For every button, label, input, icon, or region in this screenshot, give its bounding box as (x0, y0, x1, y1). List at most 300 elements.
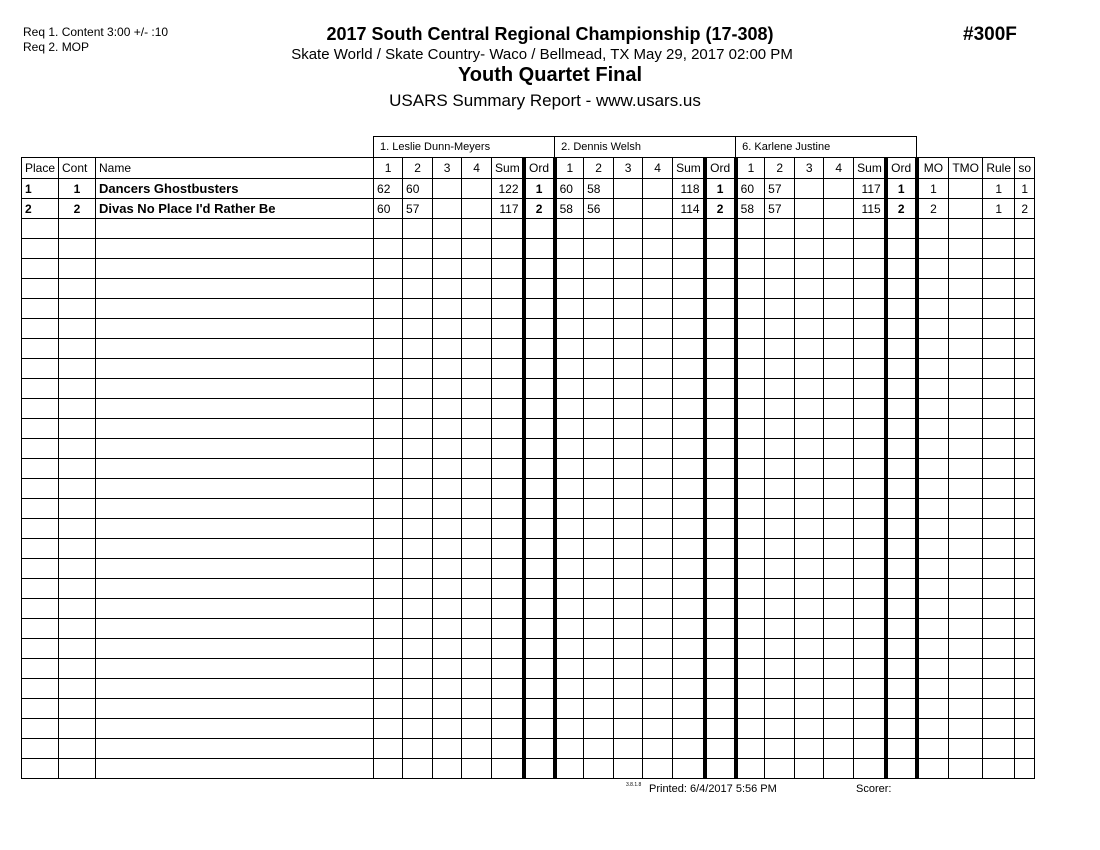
judge2-score-1 (555, 599, 584, 619)
judge2-score-5 (673, 599, 705, 619)
judge2-score-2 (584, 459, 614, 479)
tmo-cell (949, 259, 983, 279)
judge2-score-5 (673, 219, 705, 239)
judge2-score-3 (614, 319, 643, 339)
rule-cell (983, 639, 1015, 659)
judge3-score-4 (824, 479, 854, 499)
judge2-score-3 (614, 339, 643, 359)
judge2-score-4 (643, 519, 673, 539)
so-cell (1015, 499, 1035, 519)
judge3-score-6 (886, 359, 917, 379)
judge3-score-6 (886, 239, 917, 259)
judge-name-2: 2. Dennis Welsh (555, 137, 736, 158)
judge3-score-2: 57 (765, 179, 795, 199)
judge3-score-6 (886, 659, 917, 679)
judge1-score-5 (492, 359, 524, 379)
header-judge2-col-6: Ord (705, 158, 736, 179)
tmo-cell (949, 599, 983, 619)
judge1-score-5 (492, 299, 524, 319)
table-row (22, 479, 1035, 499)
judge2-score-3 (614, 699, 643, 719)
table-row (22, 279, 1035, 299)
judge1-score-5 (492, 539, 524, 559)
judge2-score-6 (705, 259, 736, 279)
judge2-score-6 (705, 499, 736, 519)
judge1-score-6 (524, 259, 555, 279)
judge1-score-5 (492, 439, 524, 459)
judge1-score-3 (433, 699, 462, 719)
tmo-cell (949, 719, 983, 739)
judge2-score-5 (673, 239, 705, 259)
judge2-score-2 (584, 299, 614, 319)
judge3-score-1 (736, 739, 765, 759)
judge1-score-4 (462, 699, 492, 719)
judge1-score-2 (403, 679, 433, 699)
judge1-score-5 (492, 579, 524, 599)
mo-cell (917, 519, 949, 539)
judge1-score-5 (492, 739, 524, 759)
judge1-score-1 (374, 259, 403, 279)
judge3-score-6 (886, 339, 917, 359)
judge3-score-4 (824, 439, 854, 459)
tmo-cell (949, 319, 983, 339)
cont-cell (59, 359, 96, 379)
judge2-score-1 (555, 479, 584, 499)
judge2-score-2 (584, 739, 614, 759)
mo-cell (917, 739, 949, 759)
cont-cell (59, 699, 96, 719)
judge1-score-6 (524, 679, 555, 699)
place-cell (22, 379, 59, 399)
judge2-score-5 (673, 719, 705, 739)
judge2-score-4 (643, 299, 673, 319)
tmo-cell (949, 379, 983, 399)
judge1-score-1 (374, 219, 403, 239)
judge3-score-1 (736, 499, 765, 519)
judge3-score-2 (765, 539, 795, 559)
name-cell: Divas No Place I'd Rather Be (96, 199, 374, 219)
name-cell (96, 639, 374, 659)
tmo-cell (949, 619, 983, 639)
rule-cell (983, 499, 1015, 519)
rule-cell (983, 239, 1015, 259)
judge2-score-6 (705, 539, 736, 559)
judge2-score-6 (705, 659, 736, 679)
report-title: USARS Summary Report - www.usars.us (389, 91, 701, 110)
judge1-score-1 (374, 479, 403, 499)
header-judge2-col-4: 4 (643, 158, 673, 179)
judge3-score-1 (736, 439, 765, 459)
table-row (22, 359, 1035, 379)
judge2-score-1 (555, 679, 584, 699)
judge1-score-3 (433, 639, 462, 659)
judge3-score-1 (736, 419, 765, 439)
judge2-score-5 (673, 579, 705, 599)
judge1-score-3 (433, 279, 462, 299)
judge2-score-4 (643, 219, 673, 239)
judge3-score-1 (736, 619, 765, 639)
judge1-score-3 (433, 319, 462, 339)
judge3-score-5 (854, 759, 886, 779)
judge3-score-1 (736, 299, 765, 319)
judge1-score-3 (433, 259, 462, 279)
judge1-score-5 (492, 719, 524, 739)
judge2-score-5 (673, 519, 705, 539)
table-row (22, 339, 1035, 359)
judge3-score-3 (795, 499, 824, 519)
judge1-score-1 (374, 459, 403, 479)
so-cell (1015, 419, 1035, 439)
judge2-score-2 (584, 599, 614, 619)
judge2-score-2 (584, 379, 614, 399)
judge3-score-3 (795, 359, 824, 379)
judge2-score-6 (705, 299, 736, 319)
place-cell (22, 699, 59, 719)
judge1-score-1 (374, 519, 403, 539)
rule-cell: 1 (983, 179, 1015, 199)
judge2-score-2 (584, 319, 614, 339)
judge1-score-2: 57 (403, 199, 433, 219)
table-row (22, 419, 1035, 439)
place-cell (22, 339, 59, 359)
table-row (22, 639, 1035, 659)
cont-cell (59, 679, 96, 699)
judge1-score-3 (433, 739, 462, 759)
judge2-score-5 (673, 759, 705, 779)
place-cell (22, 439, 59, 459)
judge2-score-3 (614, 379, 643, 399)
tmo-cell (949, 219, 983, 239)
table-row (22, 399, 1035, 419)
place-cell (22, 359, 59, 379)
judge3-score-5 (854, 599, 886, 619)
table-row (22, 739, 1035, 759)
judge3-score-4 (824, 599, 854, 619)
judge1-score-2 (403, 239, 433, 259)
judge2-score-3 (614, 519, 643, 539)
judge1-score-1 (374, 299, 403, 319)
judge3-score-5 (854, 379, 886, 399)
tmo-cell (949, 339, 983, 359)
name-cell (96, 519, 374, 539)
judge2-score-5 (673, 699, 705, 719)
judge1-score-2 (403, 579, 433, 599)
tmo-cell (949, 199, 983, 219)
judge1-score-4 (462, 459, 492, 479)
judge2-score-6 (705, 339, 736, 359)
judge3-score-3 (795, 479, 824, 499)
judge1-score-3 (433, 179, 462, 199)
judge3-score-3 (795, 599, 824, 619)
judge1-score-4 (462, 639, 492, 659)
judge1-score-4 (462, 339, 492, 359)
so-cell (1015, 579, 1035, 599)
judge1-score-1 (374, 319, 403, 339)
judge3-score-2 (765, 239, 795, 259)
judge3-score-6 (886, 479, 917, 499)
name-cell (96, 299, 374, 319)
judge2-score-1 (555, 659, 584, 679)
judge1-score-3 (433, 759, 462, 779)
header-row (22, 158, 1035, 179)
judge2-score-4 (643, 719, 673, 739)
judge2-score-6 (705, 399, 736, 419)
judge2-score-3 (614, 659, 643, 679)
judge3-score-3 (795, 219, 824, 239)
judge2-score-6 (705, 219, 736, 239)
tmo-cell (949, 399, 983, 419)
judge1-score-3 (433, 299, 462, 319)
tmo-cell (949, 639, 983, 659)
judge2-score-3 (614, 539, 643, 559)
judge3-score-1 (736, 379, 765, 399)
mo-cell (917, 719, 949, 739)
judge3-score-4 (824, 379, 854, 399)
cont-cell (59, 499, 96, 519)
mo-cell (917, 299, 949, 319)
rule-cell (983, 219, 1015, 239)
judge2-score-6 (705, 599, 736, 619)
judge3-score-4 (824, 579, 854, 599)
mo-cell (917, 759, 949, 779)
cont-cell (59, 739, 96, 759)
name-cell (96, 659, 374, 679)
judge2-score-6 (705, 359, 736, 379)
judge1-score-6: 1 (524, 179, 555, 199)
rule-cell (983, 739, 1015, 759)
so-cell (1015, 519, 1035, 539)
place-cell (22, 559, 59, 579)
judge3-score-6 (886, 519, 917, 539)
judge3-score-5 (854, 359, 886, 379)
judge3-score-5 (854, 619, 886, 639)
judge1-score-6 (524, 359, 555, 379)
judge2-score-1 (555, 239, 584, 259)
judge2-score-3 (614, 199, 643, 219)
judge1-score-4 (462, 559, 492, 579)
table-row (22, 759, 1035, 779)
judge3-score-5 (854, 639, 886, 659)
judge1-score-6 (524, 339, 555, 359)
judge2-score-5 (673, 379, 705, 399)
judge2-score-6 (705, 759, 736, 779)
cont-cell (59, 619, 96, 639)
judge2-score-4 (643, 539, 673, 559)
rule-cell (983, 279, 1015, 299)
mo-cell (917, 319, 949, 339)
tmo-cell (949, 419, 983, 439)
judge3-score-6 (886, 319, 917, 339)
mo-cell (917, 419, 949, 439)
judge1-score-3 (433, 359, 462, 379)
judge2-score-4 (643, 439, 673, 459)
judge3-score-4 (824, 319, 854, 339)
rule-cell (983, 579, 1015, 599)
judge3-score-1 (736, 599, 765, 619)
mo-cell: 1 (917, 179, 949, 199)
name-cell (96, 599, 374, 619)
judge2-score-3 (614, 359, 643, 379)
judge3-score-4 (824, 639, 854, 659)
cont-cell (59, 319, 96, 339)
judge1-score-6 (524, 379, 555, 399)
judge1-score-1 (374, 379, 403, 399)
place-cell (22, 299, 59, 319)
judge1-score-6 (524, 219, 555, 239)
header-judge3-col-3: 3 (795, 158, 824, 179)
judge2-score-4 (643, 279, 673, 299)
judge2-score-2 (584, 759, 614, 779)
judge2-score-4 (643, 199, 673, 219)
judge1-score-2 (403, 599, 433, 619)
judge3-score-2 (765, 679, 795, 699)
judge3-score-6 (886, 759, 917, 779)
judge1-score-2 (403, 299, 433, 319)
judge2-score-3 (614, 179, 643, 199)
place-cell (22, 259, 59, 279)
judge3-score-4 (824, 719, 854, 739)
judge1-score-2 (403, 459, 433, 479)
judge3-score-3 (795, 639, 824, 659)
rule-cell (983, 619, 1015, 639)
judge1-score-1 (374, 719, 403, 739)
name-cell (96, 439, 374, 459)
judge3-score-6 (886, 739, 917, 759)
rule-cell (983, 699, 1015, 719)
judge1-score-6 (524, 439, 555, 459)
tmo-cell (949, 179, 983, 199)
judge3-score-3 (795, 339, 824, 359)
judge2-score-5 (673, 479, 705, 499)
judge3-score-6 (886, 599, 917, 619)
place-cell (22, 519, 59, 539)
judge3-score-4 (824, 759, 854, 779)
judge2-score-6: 1 (705, 179, 736, 199)
judge3-score-5: 117 (854, 179, 886, 199)
judge3-score-1 (736, 639, 765, 659)
judge2-score-5 (673, 659, 705, 679)
judge2-score-4 (643, 639, 673, 659)
judge2-score-6 (705, 579, 736, 599)
judge2-score-6 (705, 239, 736, 259)
judge1-score-2 (403, 559, 433, 579)
judge3-score-6 (886, 279, 917, 299)
judge2-score-2 (584, 279, 614, 299)
judge3-score-5 (854, 319, 886, 339)
judge3-score-4 (824, 219, 854, 239)
judge2-score-3 (614, 459, 643, 479)
judge1-score-2 (403, 659, 433, 679)
judge3-score-1 (736, 719, 765, 739)
name-cell (96, 759, 374, 779)
judge3-score-6 (886, 539, 917, 559)
judge1-score-3 (433, 379, 462, 399)
judge3-score-6 (886, 719, 917, 739)
judge3-score-5 (854, 579, 886, 599)
tmo-cell (949, 739, 983, 759)
so-cell (1015, 539, 1035, 559)
mo-cell (917, 499, 949, 519)
judge1-score-2 (403, 719, 433, 739)
name-cell (96, 239, 374, 259)
judge2-score-4 (643, 399, 673, 419)
judge2-score-6 (705, 439, 736, 459)
judge2-score-5 (673, 539, 705, 559)
judge3-score-2 (765, 739, 795, 759)
table-row (22, 459, 1035, 479)
name-cell (96, 399, 374, 419)
judge3-score-3 (795, 579, 824, 599)
judge2-score-3 (614, 299, 643, 319)
judge2-score-1 (555, 579, 584, 599)
judge1-score-2 (403, 479, 433, 499)
judge2-score-1 (555, 499, 584, 519)
judge3-score-1 (736, 319, 765, 339)
judge1-score-6 (524, 519, 555, 539)
tmo-cell (949, 539, 983, 559)
judge3-score-5 (854, 239, 886, 259)
judge3-score-5 (854, 679, 886, 699)
table-row (22, 299, 1035, 319)
judge1-score-1 (374, 579, 403, 599)
table-row (22, 559, 1035, 579)
judge3-score-5 (854, 299, 886, 319)
judge1-score-4 (462, 599, 492, 619)
judge3-score-5 (854, 739, 886, 759)
judge2-score-5 (673, 639, 705, 659)
mo-cell (917, 619, 949, 639)
mo-cell (917, 639, 949, 659)
table-row (22, 699, 1035, 719)
so-cell (1015, 279, 1035, 299)
judge3-score-3 (795, 439, 824, 459)
judge2-score-2 (584, 719, 614, 739)
judge1-score-3 (433, 539, 462, 559)
judge3-score-6 (886, 639, 917, 659)
judge3-score-1 (736, 219, 765, 239)
cont-cell (59, 559, 96, 579)
judge1-score-2 (403, 279, 433, 299)
judge3-score-2 (765, 479, 795, 499)
mo-cell (917, 439, 949, 459)
judge1-score-3 (433, 439, 462, 459)
judge1-score-1 (374, 739, 403, 759)
mo-cell (917, 379, 949, 399)
judge3-score-2 (765, 699, 795, 719)
judge1-score-4 (462, 299, 492, 319)
judge3-score-2 (765, 719, 795, 739)
cont-cell (59, 219, 96, 239)
judge3-score-3 (795, 699, 824, 719)
judge3-score-3 (795, 239, 824, 259)
tmo-cell (949, 699, 983, 719)
judge2-score-3 (614, 619, 643, 639)
judge1-score-6 (524, 539, 555, 559)
judge3-score-1 (736, 359, 765, 379)
judge3-score-2 (765, 579, 795, 599)
judge2-score-6 (705, 559, 736, 579)
judge1-score-3 (433, 399, 462, 419)
cont-cell (59, 659, 96, 679)
rule-cell (983, 379, 1015, 399)
judge1-score-4 (462, 199, 492, 219)
judge2-score-1 (555, 619, 584, 639)
judge3-score-5 (854, 439, 886, 459)
judge3-score-1: 58 (736, 199, 765, 219)
place-cell (22, 419, 59, 439)
judge2-score-3 (614, 639, 643, 659)
judge2-score-5 (673, 319, 705, 339)
